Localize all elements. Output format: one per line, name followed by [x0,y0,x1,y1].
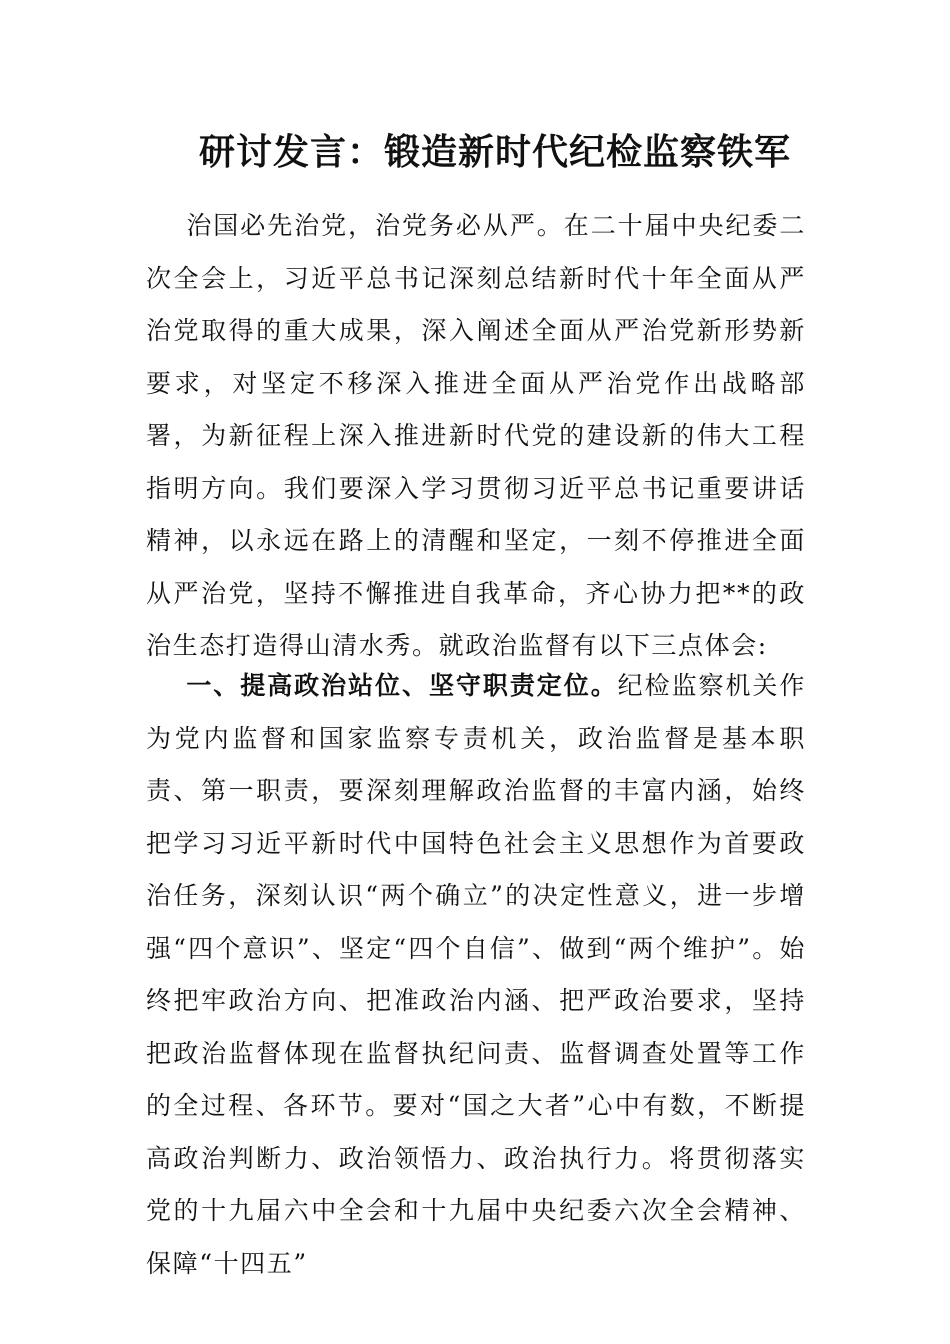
document-title: 研讨发言：锻造新时代纪检监察铁军 [198,131,791,173]
section-one-text: 纪检监察机关作为党内监督和国家监察专责机关，政治监督是基本职责、第一职责，要深刻理解政治监督的丰富内涵，始终把学习习近平新时代中国特色社会主义思想作为首要政治任务，深刻认识“两个确立”的决定性意义，进一步增强“四个意识”、坚定“四个自信”、做到“两个维护”。始终把牢政治方向、把准政治内涵、把严政治要求，坚持把政治监督体现在监督执纪问责、监督调查处置等工作的全过程、各环节。要对“国之大者”心中有数，不断提高政治判断力、政治领悟力、政治执行力。将贯彻落实党的十九届六中全会和十九届中央纪委六次全会精神、保障“十四五” [146,671,806,1278]
section-one-heading: 一、提高政治站位、坚守职责定位。 [186,671,618,700]
paragraph-intro [146,200,806,673]
paragraph-intro-text: 治国必先治党，治党务必从严。在二十届中央纪委二次全会上，习近平总书记深刻总结新时代十年全面从严治党取得的重大成果，深入阐述全面从严治党新形势新要求，对坚定不移深入推进全面从严治党作出战略部署，为新征程上深入推进新时代党的建设新的伟大工程指明方向。我们要深入学习贯彻习近平总书记重要讲话精神，以永远在路上的清醒和坚定，一刻不停推进全面从严治党，坚持不懈推进自我革命，齐心协力把**的政治生态打造得山清水秀。就政治监督有以下三点体会: [146,211,806,660]
paragraph-section-one [146,660,806,1290]
